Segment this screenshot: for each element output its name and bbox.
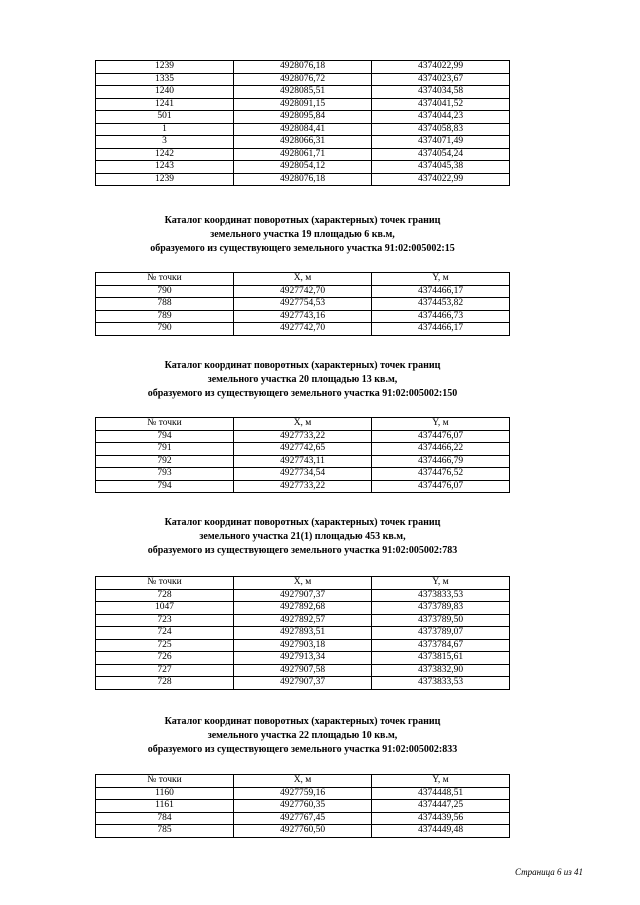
column-header-y: Y, м <box>372 577 510 590</box>
table-row <box>96 652 510 665</box>
y-coordinate-cell: 4374466,17 <box>372 323 510 336</box>
y-coordinate-cell: 4373789,07 <box>372 627 510 640</box>
table-row <box>96 123 510 136</box>
point-number-cell: 1239 <box>96 173 234 186</box>
y-coordinate-cell: 4374058,83 <box>372 123 510 136</box>
table-row <box>96 310 510 323</box>
point-number-cell: 1 <box>96 123 234 136</box>
x-coordinate-cell: 4927759,16 <box>234 787 372 800</box>
x-coordinate-cell: 4927767,45 <box>234 812 372 825</box>
heading-line: Каталог координат поворотных (характерных) точек границ <box>164 716 441 727</box>
table-row <box>96 111 510 124</box>
y-coordinate-cell: 4373833,53 <box>372 589 510 602</box>
x-coordinate-cell: 4927742,70 <box>234 323 372 336</box>
section-heading-21 <box>95 516 510 558</box>
point-number-cell: 1242 <box>96 148 234 161</box>
x-coordinate-cell: 4927892,57 <box>234 614 372 627</box>
x-coordinate-cell: 4927892,68 <box>234 602 372 615</box>
point-number-cell: 1240 <box>96 86 234 99</box>
heading-line: Каталог координат поворотных (характерных) точек границ <box>164 215 441 226</box>
column-header-x: X, м <box>234 775 372 788</box>
point-number-cell: 791 <box>96 443 234 456</box>
point-number-cell: 794 <box>96 480 234 493</box>
point-number-cell: 726 <box>96 652 234 665</box>
point-number-cell: 785 <box>96 825 234 838</box>
y-coordinate-cell: 4374466,17 <box>372 285 510 298</box>
x-coordinate-cell: 4927913,34 <box>234 652 372 665</box>
y-coordinate-cell: 4374054,24 <box>372 148 510 161</box>
point-number-cell: 790 <box>96 323 234 336</box>
y-coordinate-cell: 4374476,07 <box>372 430 510 443</box>
x-coordinate-cell: 4927760,50 <box>234 825 372 838</box>
y-coordinate-cell: 4374439,56 <box>372 812 510 825</box>
y-coordinate-cell: 4374448,51 <box>372 787 510 800</box>
table-row <box>96 161 510 174</box>
x-coordinate-cell: 4927733,22 <box>234 430 372 443</box>
x-coordinate-cell: 4928091,15 <box>234 98 372 111</box>
table-row <box>96 812 510 825</box>
table-row <box>96 627 510 640</box>
point-number-cell: 1335 <box>96 73 234 86</box>
x-coordinate-cell: 4928076,18 <box>234 61 372 74</box>
heading-line: образуемого из существующего земельного участка 91:02:005002:833 <box>147 744 458 755</box>
coordinates-table-continued <box>95 60 510 186</box>
page-number: Страница 6 из 41 <box>515 867 583 877</box>
table-row <box>96 298 510 311</box>
y-coordinate-cell: 4374071,49 <box>372 136 510 149</box>
table-row <box>96 148 510 161</box>
table-row <box>96 173 510 186</box>
x-coordinate-cell: 4928076,18 <box>234 173 372 186</box>
y-coordinate-cell: 4374466,79 <box>372 455 510 468</box>
table-row <box>96 136 510 149</box>
column-header-y: Y, м <box>372 273 510 286</box>
table-row <box>96 639 510 652</box>
table-row <box>96 468 510 481</box>
section-heading-20 <box>95 359 510 401</box>
coordinates-table-19 <box>95 272 510 336</box>
point-number-cell: 1243 <box>96 161 234 174</box>
point-number-cell: 788 <box>96 298 234 311</box>
x-coordinate-cell: 4928061,71 <box>234 148 372 161</box>
point-number-cell: 728 <box>96 589 234 602</box>
coordinates-table-20 <box>95 417 510 493</box>
y-coordinate-cell: 4374476,52 <box>372 468 510 481</box>
y-coordinate-cell: 4374449,48 <box>372 825 510 838</box>
table-header-row <box>96 775 510 788</box>
heading-line: Каталог координат поворотных (характерных) точек границ <box>164 360 441 371</box>
coordinates-table-21 <box>95 576 510 690</box>
heading-line: земельного участка 21(1) площадью 453 кв.м, <box>199 531 406 542</box>
point-number-cell: 793 <box>96 468 234 481</box>
table-row <box>96 664 510 677</box>
point-number-cell: 725 <box>96 639 234 652</box>
heading-line: образуемого из существующего земельного участка 91:02:005002:15 <box>150 243 455 254</box>
column-header-y: Y, м <box>372 775 510 788</box>
table-row <box>96 73 510 86</box>
x-coordinate-cell: 4927733,22 <box>234 480 372 493</box>
x-coordinate-cell: 4927907,37 <box>234 589 372 602</box>
y-coordinate-cell: 4374041,52 <box>372 98 510 111</box>
column-header-point: № точки <box>96 577 234 590</box>
point-number-cell: 784 <box>96 812 234 825</box>
table-row <box>96 825 510 838</box>
y-coordinate-cell: 4373789,50 <box>372 614 510 627</box>
y-coordinate-cell: 4373832,90 <box>372 664 510 677</box>
point-number-cell: 1239 <box>96 61 234 74</box>
point-number-cell: 727 <box>96 664 234 677</box>
coordinates-table-22 <box>95 774 510 838</box>
column-header-point: № точки <box>96 418 234 431</box>
heading-line: Каталог координат поворотных (характерных) точек границ <box>164 517 441 528</box>
table-row <box>96 787 510 800</box>
point-number-cell: 728 <box>96 677 234 690</box>
table-row <box>96 800 510 813</box>
x-coordinate-cell: 4927743,11 <box>234 455 372 468</box>
y-coordinate-cell: 4374045,38 <box>372 161 510 174</box>
table-row <box>96 455 510 468</box>
table-row <box>96 285 510 298</box>
y-coordinate-cell: 4374034,58 <box>372 86 510 99</box>
heading-line: земельного участка 19 площадью 6 кв.м, <box>210 229 395 240</box>
point-number-cell: 1047 <box>96 602 234 615</box>
section-heading-19 <box>95 214 510 256</box>
point-number-cell: 789 <box>96 310 234 323</box>
point-number-cell: 1241 <box>96 98 234 111</box>
heading-line: земельного участка 22 площадью 10 кв.м, <box>207 730 398 741</box>
x-coordinate-cell: 4927742,65 <box>234 443 372 456</box>
point-number-cell: 723 <box>96 614 234 627</box>
column-header-x: X, м <box>234 577 372 590</box>
table-row <box>96 61 510 74</box>
y-coordinate-cell: 4374044,23 <box>372 111 510 124</box>
table-row <box>96 443 510 456</box>
heading-line: образуемого из существующего земельного участка 91:02:005002:783 <box>147 545 458 556</box>
x-coordinate-cell: 4927754,53 <box>234 298 372 311</box>
point-number-cell: 790 <box>96 285 234 298</box>
column-header-point: № точки <box>96 273 234 286</box>
table-row <box>96 614 510 627</box>
table-row <box>96 480 510 493</box>
y-coordinate-cell: 4374476,07 <box>372 480 510 493</box>
x-coordinate-cell: 4928066,31 <box>234 136 372 149</box>
heading-line: земельного участка 20 площадью 13 кв.м, <box>207 374 398 385</box>
x-coordinate-cell: 4927893,51 <box>234 627 372 640</box>
y-coordinate-cell: 4374022,99 <box>372 173 510 186</box>
point-number-cell: 501 <box>96 111 234 124</box>
table-row <box>96 677 510 690</box>
column-header-x: X, м <box>234 418 372 431</box>
table-row <box>96 86 510 99</box>
y-coordinate-cell: 4374022,99 <box>372 61 510 74</box>
y-coordinate-cell: 4374447,25 <box>372 800 510 813</box>
x-coordinate-cell: 4928095,84 <box>234 111 372 124</box>
table-row <box>96 602 510 615</box>
x-coordinate-cell: 4928054,12 <box>234 161 372 174</box>
table-row <box>96 323 510 336</box>
point-number-cell: 792 <box>96 455 234 468</box>
y-coordinate-cell: 4374023,67 <box>372 73 510 86</box>
x-coordinate-cell: 4927742,70 <box>234 285 372 298</box>
y-coordinate-cell: 4374453,82 <box>372 298 510 311</box>
x-coordinate-cell: 4927907,37 <box>234 677 372 690</box>
x-coordinate-cell: 4928085,51 <box>234 86 372 99</box>
x-coordinate-cell: 4928076,72 <box>234 73 372 86</box>
y-coordinate-cell: 4373784,67 <box>372 639 510 652</box>
y-coordinate-cell: 4374466,22 <box>372 443 510 456</box>
x-coordinate-cell: 4927760,35 <box>234 800 372 813</box>
table-row <box>96 430 510 443</box>
point-number-cell: 794 <box>96 430 234 443</box>
x-coordinate-cell: 4927907,58 <box>234 664 372 677</box>
x-coordinate-cell: 4927734,54 <box>234 468 372 481</box>
table-header-row <box>96 577 510 590</box>
heading-line: образуемого из существующего земельного участка 91:02:005002:150 <box>147 388 458 399</box>
y-coordinate-cell: 4373789,83 <box>372 602 510 615</box>
y-coordinate-cell: 4374466,73 <box>372 310 510 323</box>
x-coordinate-cell: 4927743,16 <box>234 310 372 323</box>
column-header-point: № точки <box>96 775 234 788</box>
section-heading-22 <box>95 715 510 757</box>
table-header-row <box>96 418 510 431</box>
table-row <box>96 589 510 602</box>
table-row <box>96 98 510 111</box>
point-number-cell: 724 <box>96 627 234 640</box>
column-header-y: Y, м <box>372 418 510 431</box>
y-coordinate-cell: 4373833,53 <box>372 677 510 690</box>
point-number-cell: 3 <box>96 136 234 149</box>
x-coordinate-cell: 4928084,41 <box>234 123 372 136</box>
table-header-row <box>96 273 510 286</box>
point-number-cell: 1161 <box>96 800 234 813</box>
column-header-x: X, м <box>234 273 372 286</box>
x-coordinate-cell: 4927903,18 <box>234 639 372 652</box>
y-coordinate-cell: 4373815,61 <box>372 652 510 665</box>
point-number-cell: 1160 <box>96 787 234 800</box>
